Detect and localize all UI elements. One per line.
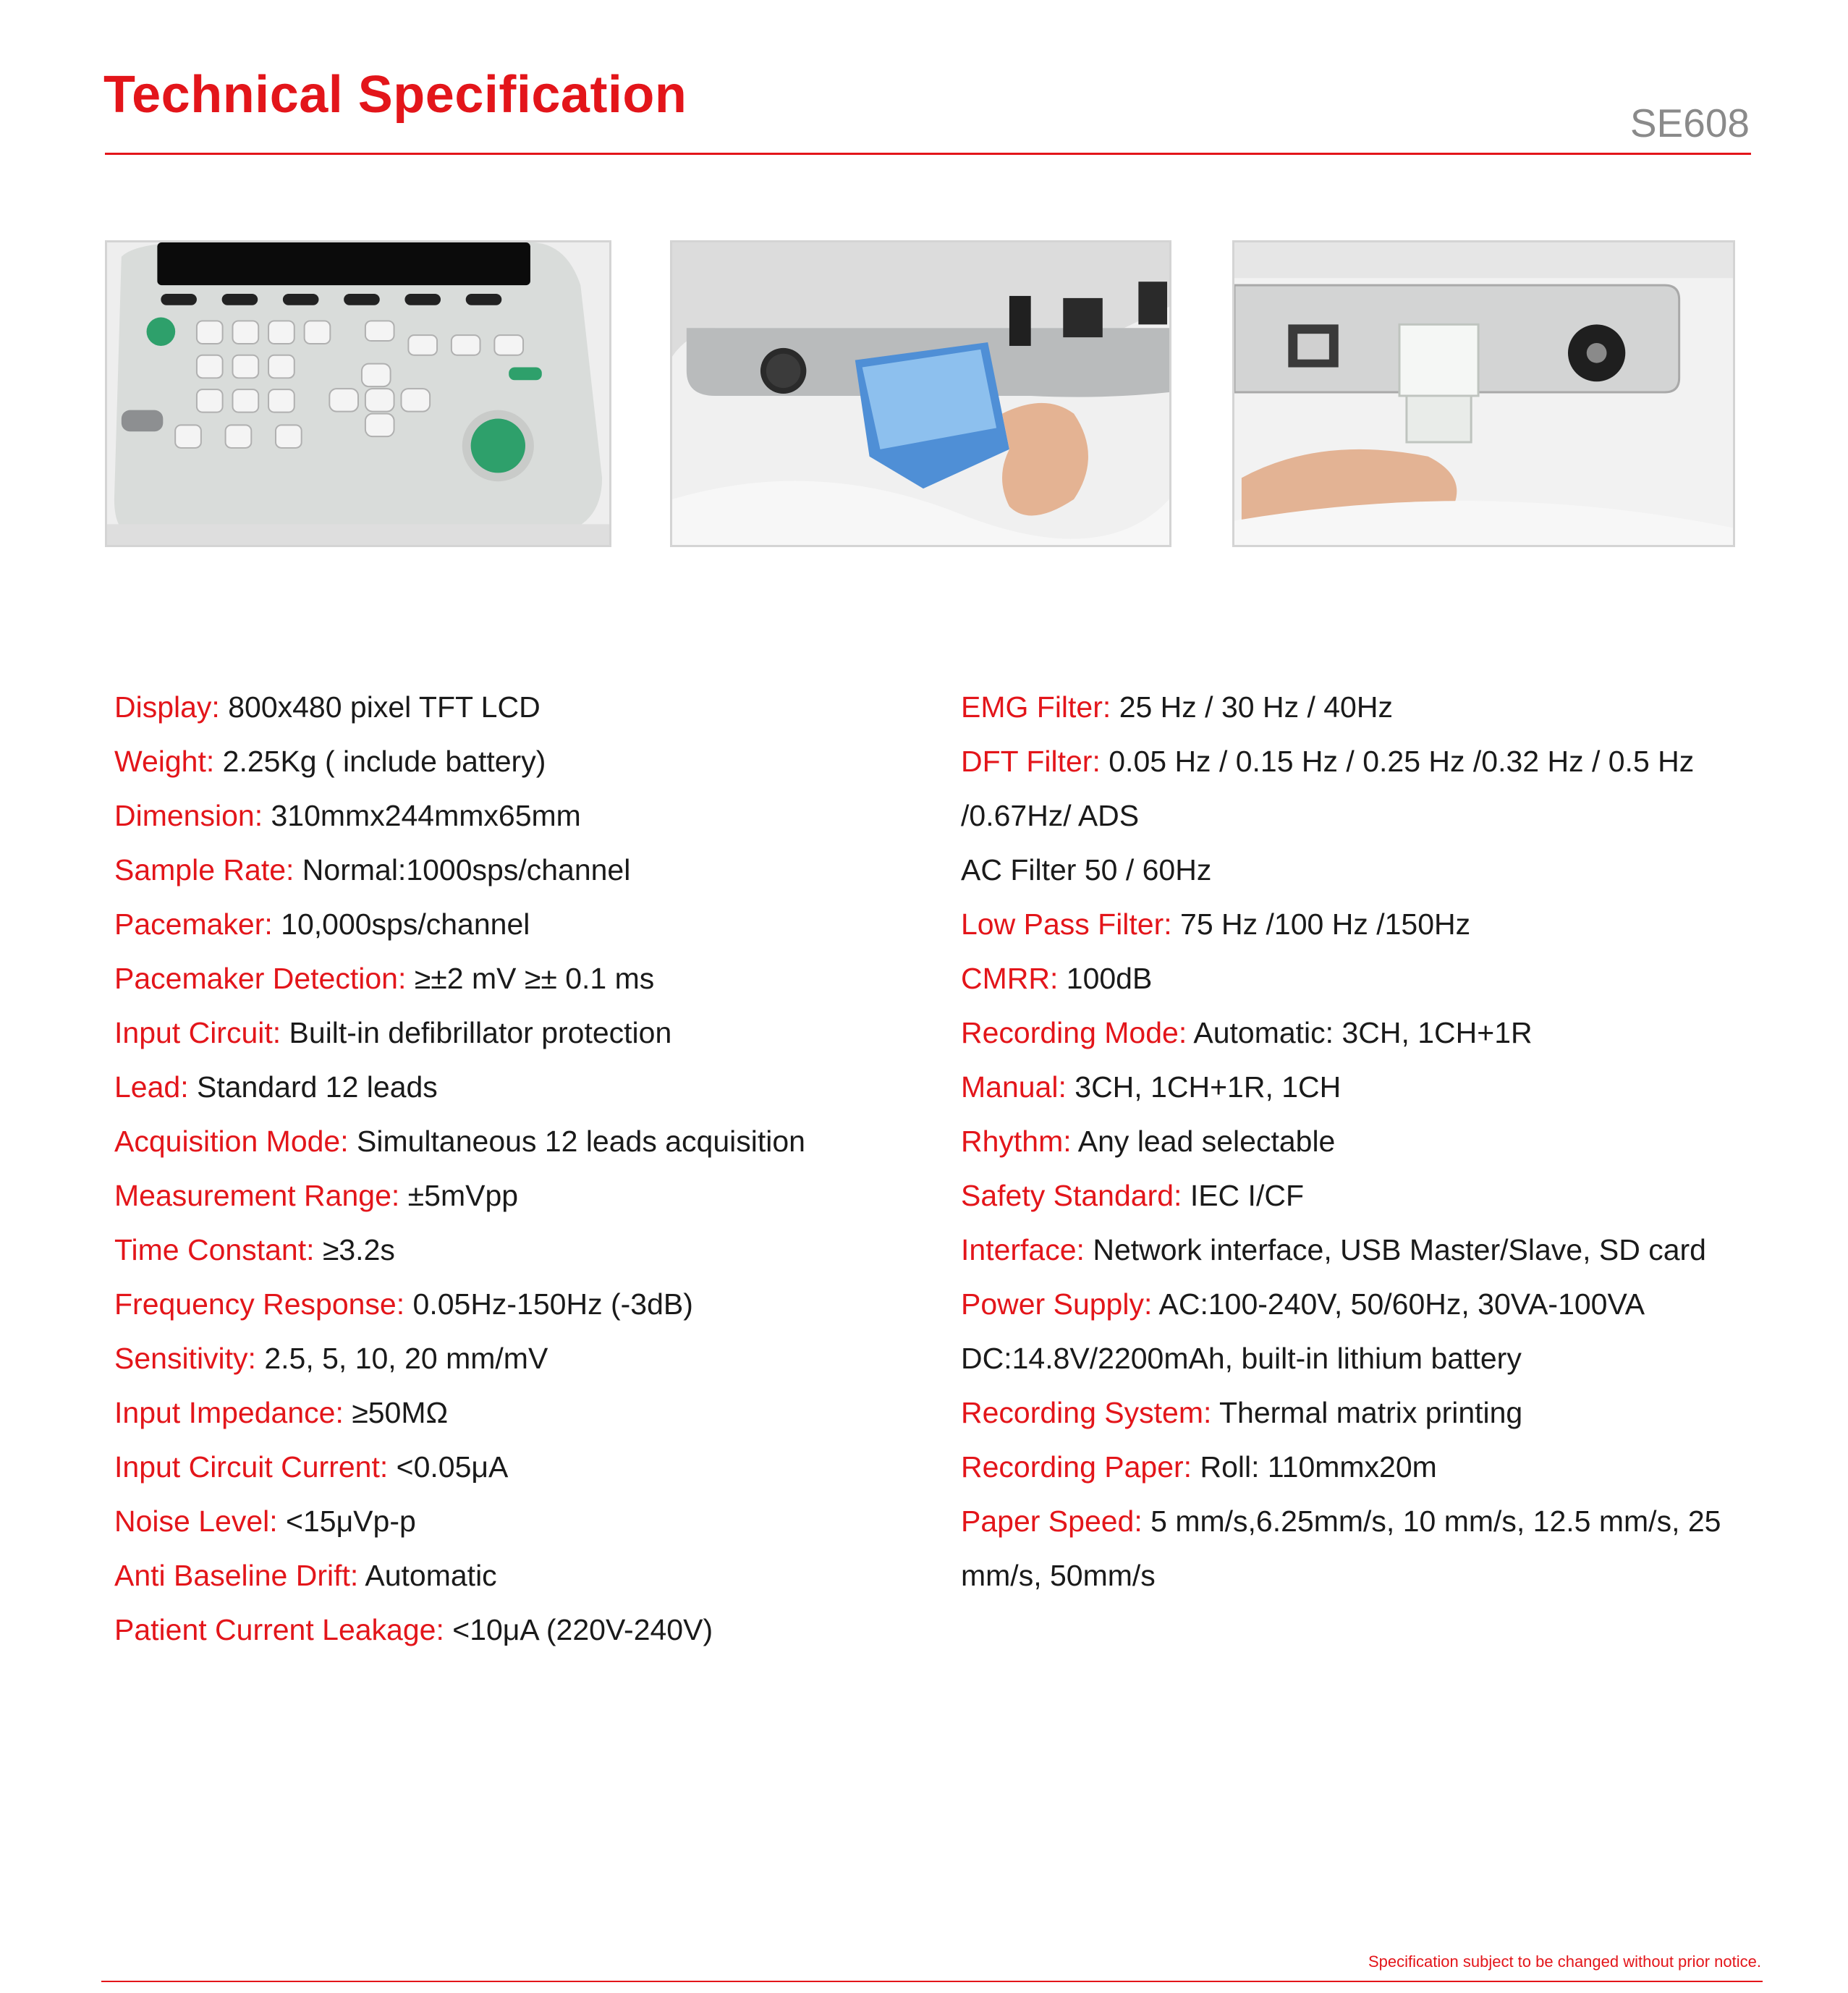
spec-value: 0.05 Hz / 0.15 Hz / 0.25 Hz /0.32 Hz / 0.5 Hz bbox=[1100, 745, 1695, 778]
spec-row bbox=[114, 1006, 910, 1060]
spec-row bbox=[114, 843, 910, 897]
spec-label: Patient Current Leakage: bbox=[114, 1613, 444, 1646]
spec-value: <15μVp-p bbox=[277, 1505, 416, 1538]
spec-label: Noise Level: bbox=[114, 1505, 278, 1538]
spec-row bbox=[961, 1114, 1764, 1169]
spec-row bbox=[961, 1549, 1764, 1603]
spec-row bbox=[961, 1169, 1764, 1223]
spec-row bbox=[961, 1494, 1764, 1549]
spec-label: Rhythm: bbox=[961, 1125, 1072, 1158]
spec-value: Any lead selectable bbox=[1071, 1125, 1336, 1158]
spec-row bbox=[114, 1277, 910, 1332]
spec-label: Manual: bbox=[961, 1070, 1067, 1104]
spec-label: Input Circuit Current: bbox=[114, 1450, 389, 1484]
spec-value: mm/s, 50mm/s bbox=[961, 1559, 1156, 1592]
spec-value: AC Filter 50 / 60Hz bbox=[961, 853, 1212, 887]
spec-row bbox=[961, 735, 1764, 789]
spec-value: Simultaneous 12 leads acquisition bbox=[348, 1125, 805, 1158]
spec-value: Roll: 110mmx20m bbox=[1192, 1450, 1437, 1484]
keypad-photo bbox=[105, 240, 611, 547]
spec-label: DFT Filter: bbox=[961, 745, 1101, 778]
header-divider bbox=[105, 153, 1751, 155]
spec-value: 25 Hz / 30 Hz / 40Hz bbox=[1111, 690, 1393, 724]
spec-row bbox=[114, 1549, 910, 1603]
spec-row bbox=[961, 1060, 1764, 1114]
spec-row bbox=[961, 1006, 1764, 1060]
spec-value: 10,000sps/channel bbox=[272, 907, 530, 941]
spec-row bbox=[114, 1603, 910, 1657]
spec-value: Thermal matrix printing bbox=[1211, 1396, 1523, 1429]
spec-value: 100dB bbox=[1058, 962, 1153, 995]
spec-row bbox=[114, 1494, 910, 1549]
spec-row bbox=[114, 1223, 910, 1277]
spec-row bbox=[114, 789, 910, 843]
network-port-photo bbox=[1232, 240, 1735, 547]
footer-notice: Specification subject to be changed without prior notice. bbox=[1368, 1952, 1761, 1971]
spec-value: Automatic bbox=[358, 1559, 497, 1592]
spec-label: Recording Paper: bbox=[961, 1450, 1192, 1484]
spec-label: Dimension: bbox=[114, 799, 263, 832]
model-number: SE608 bbox=[1629, 101, 1750, 145]
spec-value: ≥3.2s bbox=[314, 1233, 395, 1266]
footer-divider bbox=[101, 1981, 1763, 1982]
spec-label: Pacemaker: bbox=[114, 907, 273, 941]
spec-row bbox=[114, 952, 910, 1006]
spec-row bbox=[114, 1114, 910, 1169]
spec-label: Sample Rate: bbox=[114, 853, 294, 887]
spec-label: CMRR: bbox=[961, 962, 1059, 995]
spec-label: Sensitivity: bbox=[114, 1342, 256, 1375]
sd-card-slot-photo bbox=[670, 240, 1171, 547]
spec-value: ≥50MΩ bbox=[343, 1396, 449, 1429]
spec-value: 5 mm/s,6.25mm/s, 10 mm/s, 12.5 mm/s, 25 bbox=[1142, 1505, 1721, 1538]
specs-left-column bbox=[114, 680, 910, 1657]
spec-value: <0.05μA bbox=[388, 1450, 509, 1484]
spec-row bbox=[114, 680, 910, 735]
spec-value: 800x480 pixel TFT LCD bbox=[219, 690, 541, 724]
spec-row bbox=[114, 1060, 910, 1114]
spec-label: Anti Baseline Drift: bbox=[114, 1559, 359, 1592]
spec-row bbox=[961, 1277, 1764, 1332]
spec-label: Input Circuit: bbox=[114, 1016, 281, 1049]
spec-label: Power Supply: bbox=[961, 1287, 1153, 1321]
spec-label: Low Pass Filter: bbox=[961, 907, 1172, 941]
spec-label: Weight: bbox=[114, 745, 215, 778]
spec-value: Built-in defibrillator protection bbox=[281, 1016, 672, 1049]
spec-label: Display: bbox=[114, 690, 220, 724]
spec-label: Input Impedance: bbox=[114, 1396, 344, 1429]
spec-row bbox=[114, 1332, 910, 1386]
spec-value: 75 Hz /100 Hz /150Hz bbox=[1171, 907, 1471, 941]
spec-value: <10μA (220V-240V) bbox=[444, 1613, 713, 1646]
spec-value: Automatic: 3CH, 1CH+1R bbox=[1187, 1016, 1533, 1049]
spec-label: Frequency Response: bbox=[114, 1287, 405, 1321]
spec-row bbox=[961, 680, 1764, 735]
spec-label: EMG Filter: bbox=[961, 690, 1111, 724]
spec-row bbox=[961, 1332, 1764, 1386]
spec-value: /0.67Hz/ ADS bbox=[961, 799, 1140, 832]
spec-value: DC:14.8V/2200mAh, built-in lithium battery bbox=[961, 1342, 1522, 1375]
spec-label: Recording System: bbox=[961, 1396, 1212, 1429]
spec-label: Interface: bbox=[961, 1233, 1085, 1266]
spec-value: 310mmx244mmx65mm bbox=[263, 799, 581, 832]
spec-value: 3CH, 1CH+1R, 1CH bbox=[1066, 1070, 1342, 1104]
spec-row bbox=[961, 789, 1764, 843]
spec-value: 0.05Hz-150Hz (-3dB) bbox=[404, 1287, 693, 1321]
spec-value: IEC I/CF bbox=[1182, 1179, 1304, 1212]
page-title: Technical Specification bbox=[103, 66, 687, 124]
spec-row bbox=[114, 735, 910, 789]
spec-row bbox=[961, 897, 1764, 952]
spec-row bbox=[961, 1386, 1764, 1440]
spec-value: ±5mVpp bbox=[399, 1179, 519, 1212]
spec-label: Time Constant: bbox=[114, 1233, 315, 1266]
spec-value: 2.5, 5, 10, 20 mm/mV bbox=[255, 1342, 548, 1375]
spec-row bbox=[114, 1440, 910, 1494]
spec-row bbox=[961, 952, 1764, 1006]
spec-label: Paper Speed: bbox=[961, 1505, 1143, 1538]
spec-value: Standard 12 leads bbox=[188, 1070, 438, 1104]
spec-value: Network interface, USB Master/Slave, SD card bbox=[1084, 1233, 1706, 1266]
spec-label: Recording Mode: bbox=[961, 1016, 1187, 1049]
specs-right-column bbox=[961, 680, 1764, 1603]
spec-row bbox=[961, 843, 1764, 897]
spec-label: Acquisition Mode: bbox=[114, 1125, 349, 1158]
spec-label: Lead: bbox=[114, 1070, 189, 1104]
spec-value: ≥±2 mV ≥± 0.1 ms bbox=[406, 962, 655, 995]
spec-value: AC:100-240V, 50/60Hz, 30VA-100VA bbox=[1152, 1287, 1645, 1321]
spec-row bbox=[114, 897, 910, 952]
spec-value: Normal:1000sps/channel bbox=[294, 853, 631, 887]
spec-label: Safety Standard: bbox=[961, 1179, 1182, 1212]
spec-label: Pacemaker Detection: bbox=[114, 962, 407, 995]
spec-row bbox=[961, 1440, 1764, 1494]
spec-row bbox=[114, 1386, 910, 1440]
spec-row bbox=[114, 1169, 910, 1223]
spec-value: 2.25Kg ( include battery) bbox=[214, 745, 546, 778]
spec-label: Measurement Range: bbox=[114, 1179, 400, 1212]
spec-row bbox=[961, 1223, 1764, 1277]
